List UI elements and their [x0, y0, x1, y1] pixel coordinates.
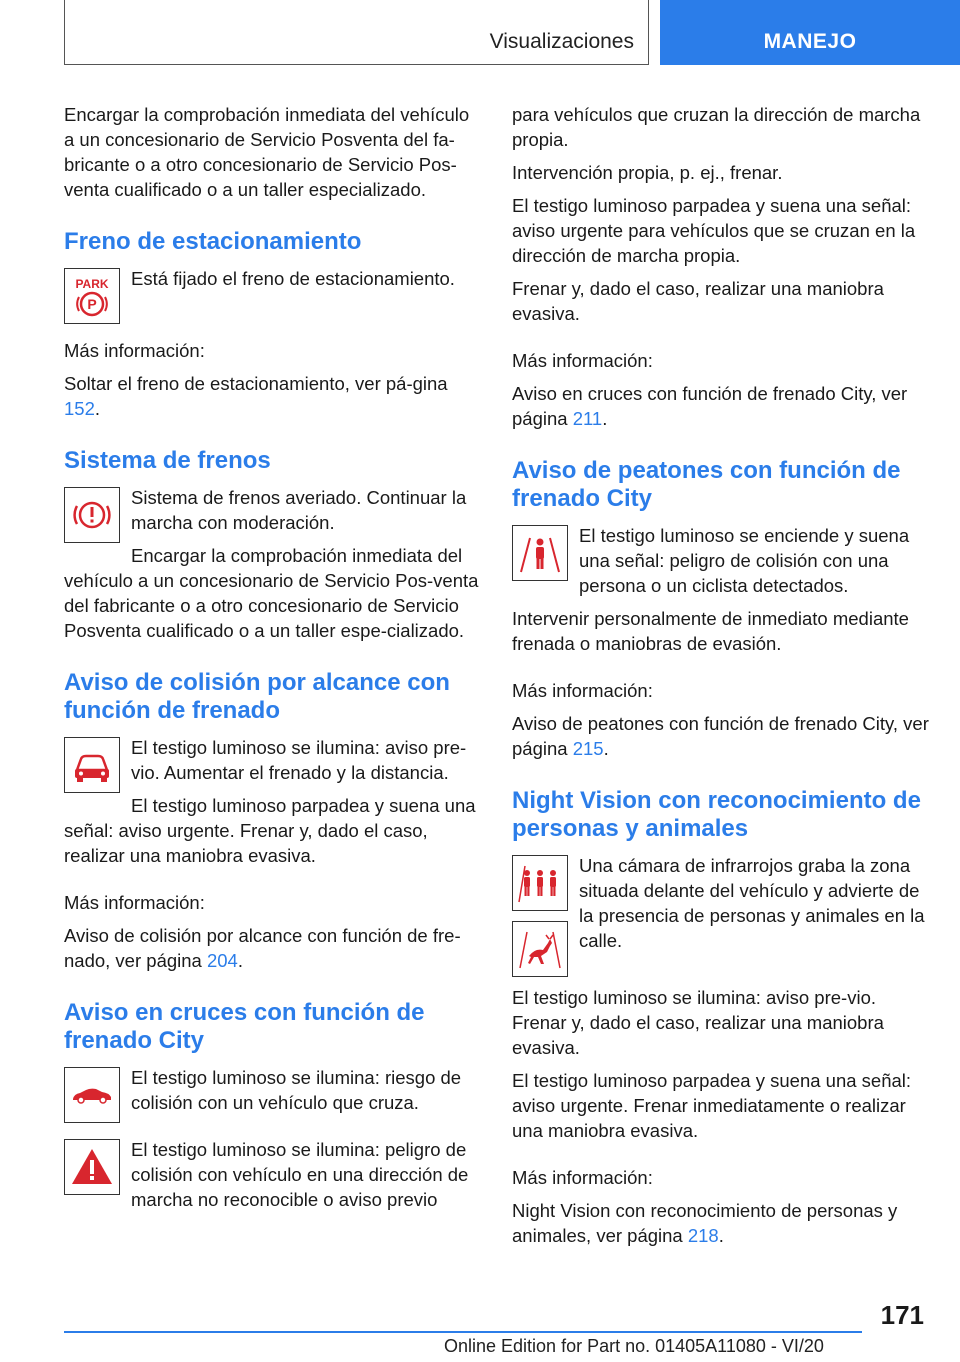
crossing-text-2: El testigo luminoso se ilumina: peligro de colisión con vehículo en una dirección de marcha no reconocible o aviso previo	[131, 1139, 469, 1210]
right-column	[512, 102, 930, 1256]
crossing-block-2	[64, 1137, 482, 1220]
brake-warning-icon	[64, 487, 120, 543]
heading-night-vision: Night Vision con reconocimiento de personas y animales	[512, 787, 921, 842]
brake-system-block	[64, 485, 482, 543]
brakes-text-2: Encargar la comprobación inmediata del vehículo a un concesionario de Servicio Pos-venta del fabricante o a otro concesionario de Servicio Posventa cualificado o a un taller espe-cializado.	[64, 545, 479, 641]
pedestrian-text-1: El testigo luminoso se enciende y suena una señal: peligro de colisión con una persona o un ciclista detectados.	[579, 525, 910, 596]
header-section-title: Visualizaciones	[489, 30, 634, 53]
brakes-text-1: Sistema de frenos averiado. Continuar la marcha con moderación.	[131, 487, 467, 533]
heading-collision-warning: Aviso de colisión por alcance con función de frenado	[64, 669, 450, 724]
night-page-link[interactable]: 218	[687, 1225, 719, 1246]
persons-icon	[512, 855, 568, 911]
parking-brake-block	[64, 266, 482, 324]
night-reference: Night Vision con reconocimiento de personas y animales, ver página 218.	[512, 1200, 898, 1246]
night-more-label: Más información:	[512, 1167, 653, 1188]
header-chapter-tab: MANEJO	[660, 0, 960, 65]
collision-text-1: El testigo luminoso se ilumina: aviso pre-vio. Aumentar el frenado y la distancia.	[131, 737, 467, 783]
heading-crossing-warning: Aviso en cruces con función de frenado City	[64, 999, 425, 1054]
pedestrian-reference: Aviso de peatones con función de frenado City, ver página 215.	[512, 713, 929, 759]
park-text: Está fijado el freno de estacionamiento.	[131, 268, 455, 289]
left-column	[64, 102, 482, 1220]
crossing-page-link[interactable]: 211	[572, 408, 603, 429]
crossing-cont-2: Intervención propia, p. ej., frenar.	[512, 162, 783, 183]
park-reference: Soltar el freno de estacionamiento, ver pá-gina 152.	[64, 373, 448, 419]
crossing-cont-3: El testigo luminoso parpadea y suena una señal: aviso urgente para vehículos que se cruzan en la dirección de marcha propia.	[512, 195, 916, 266]
crossing-reference: Aviso en cruces con función de frenado City, ver página 211.	[512, 383, 908, 429]
page-number: 171	[880, 1300, 924, 1330]
warning-triangle-icon	[64, 1139, 120, 1195]
footer-divider	[64, 1331, 862, 1333]
heading-brake-system: Sistema de frenos	[64, 447, 271, 474]
crossing-cont-1: para vehículos que cruzan la dirección de marcha propia.	[512, 104, 921, 150]
night-text-3: El testigo luminoso parpadea y suena una señal: aviso urgente. Frenar inmediatamente o realizar una maniobra evasiva.	[512, 1070, 912, 1141]
crossing-block-1	[64, 1065, 482, 1123]
night-vision-block	[512, 853, 930, 985]
collision-block	[64, 735, 482, 793]
pedestrian-more-label: Más información:	[512, 680, 653, 701]
collision-page-link[interactable]: 204	[206, 950, 238, 971]
pedestrian-block	[512, 523, 930, 606]
night-text-2: El testigo luminoso se ilumina: aviso pre-vio. Frenar y, dado el caso, realizar una maniobra evasiva.	[512, 987, 884, 1058]
crossing-cont-4: Frenar y, dado el caso, realizar una maniobra evasiva.	[512, 278, 884, 324]
park-icon-label: PARK	[75, 277, 109, 291]
heading-pedestrian-warning: Aviso de peatones con función de frenado City	[512, 457, 901, 512]
intro-paragraph: Encargar la comprobación inmediata del vehículo a un concesionario de Servicio Posventa del fa-bricante o a otro concesionario de Servicio Pos-venta cualificado o a un taller especializado.	[64, 104, 470, 200]
night-vision-icons	[512, 853, 568, 985]
pedestrian-text-2: Intervenir personalmente de inmediato mediante frenada o maniobras de evasión.	[512, 608, 909, 654]
park-more-label: Más información:	[64, 340, 205, 361]
collision-more-label: Más información:	[64, 892, 205, 913]
footer-edition: Online Edition for Part no. 01405A11080 - VI/20	[444, 1336, 824, 1356]
crossing-car-icon	[64, 1067, 120, 1123]
collision-reference: Aviso de colisión por alcance con función de fre-nado, ver página 204.	[64, 925, 461, 971]
crossing-text-1: El testigo luminoso se ilumina: riesgo de colisión con un vehículo que cruza.	[131, 1067, 462, 1113]
pedestrian-page-link[interactable]: 215	[572, 738, 604, 759]
animal-deer-icon	[512, 921, 568, 977]
pedestrian-icon	[512, 525, 568, 581]
night-text-1: Una cámara de infrarrojos graba la zona situada delante del vehículo y advierte de la presencia de personas y animales en la calle.	[579, 855, 925, 951]
crossing-more-label: Más información:	[512, 350, 653, 371]
heading-parking-brake: Freno de estacionamiento	[64, 228, 362, 255]
car-front-icon	[64, 737, 120, 793]
park-page-link[interactable]: 152	[64, 398, 95, 419]
collision-text-2: El testigo luminoso parpadea y suena una señal: aviso urgente. Frenar y, dado el caso, realizar una maniobra evasiva.	[64, 795, 476, 866]
header-frame	[64, 0, 649, 65]
svg-text:P: P	[87, 296, 97, 312]
park-brake-icon	[64, 268, 120, 324]
